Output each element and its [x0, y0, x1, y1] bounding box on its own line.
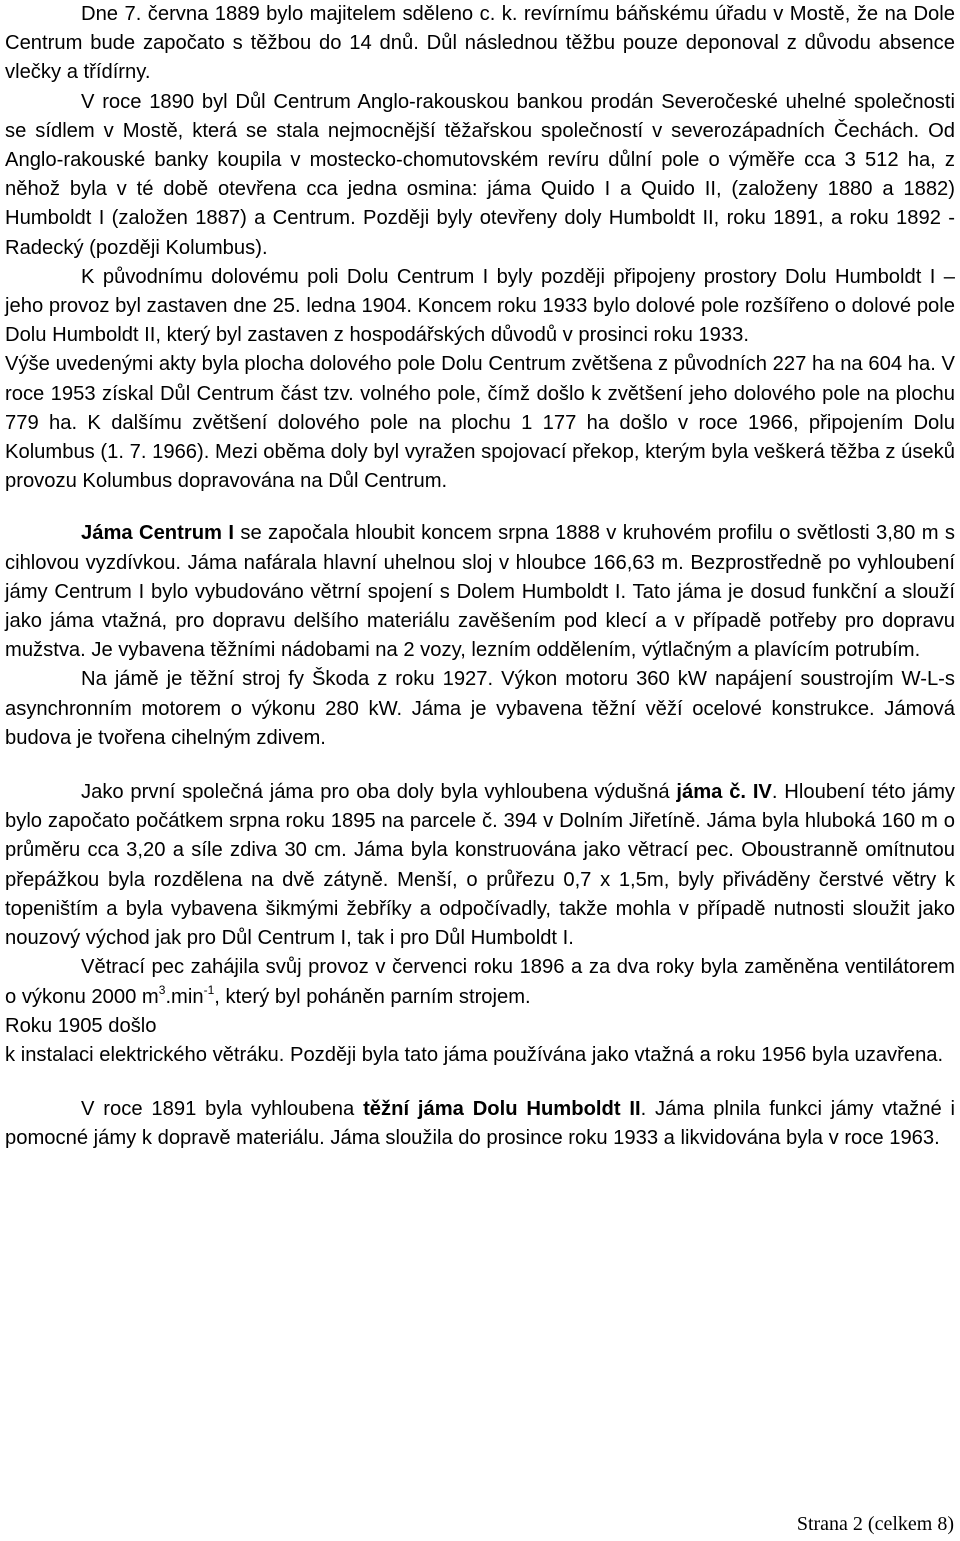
paragraph-shaft-centrum-i — [5, 519, 955, 665]
document-page — [5, 0, 955, 1154]
superscript-minus-one: -1 — [203, 982, 215, 997]
paragraph-humboldt-merge: K původnímu dolovému poli Dolu Centrum I byly později připojeny prostory Dolu Humboldt I – jeho provoz byl zastaven dne 25. ledna 1904. Koncem roku 1933 bylo dolové pole rozšířeno o dolové pole Dolu Humboldt II, který byl zastaven z hospodářských důvodů v prosinci roku 1933. — [5, 265, 955, 347]
humboldt-ii-intro: V roce 1891 byla vyhloubena — [81, 1098, 364, 1121]
paragraph-field-expansion: Výše uvedenými akty byla plocha dolového pole Dolu Centrum zvětšena z původních 227 ha na 604 ha. V roce 1953 získal Důl Centrum část tzv. volného pole, čímž došlo k zvětšení jeho dolového pole na plochu 779 ha. K dalšímu zvětšení dolového pole na plochu 1 177 ha došlo v roce 1966, připojením Dolu Kolumbus (1. 7. 1966). Mezi oběma doly byl vyražen spojovací překop, kterým byla veškerá těžba z úseků provozu Kolumbus dopravována na Důl Centrum. — [5, 353, 955, 493]
shaft-centrum-i-heading: Jáma Centrum I — [81, 522, 234, 545]
paragraph-mining-start: Dne 7. června 1889 bylo majitelem sděleno c. k. revírnímu báňskému úřadu v Mostě, že na Dole Centrum bude započato s těžbou do 14 dnů. Důl následnou těžbu pouze deponoval z důvodu absence vlečky a třídírny. — [5, 3, 955, 84]
ventilation-text-a: Větrací pec zahájila svůj provoz v červenci roku 1896 a za dva roky byla zaměněna ventilátorem o výkonu 2000 m — [5, 956, 955, 1008]
paragraph-humboldt-ii — [5, 1095, 955, 1153]
humboldt-ii-heading: těžní jáma Dolu Humboldt II — [363, 1098, 641, 1121]
ventilation-text-c: , který byl poháněn parním strojem. — [214, 985, 531, 1008]
shaft-iv-text: . Hloubení této jámy bylo započato počátkem srpna roku 1895 na parcele č. 394 v Dolním Jiřetíně. Jáma byla hluboká 160 m o průměru cca 3,20 a síle zdiva 30 cm. Jáma byla konstruována jako větrací pec. Oboustranně omítnutou přepážkou byla rozdělena na dvě zátyně. Menší, o průřezu 0,7 x 1,5m, byly přiváděny čerstvé větry k topeništím a byla vybavena šikmými žebříky a odpočívadly, takže mohla v případě nutnosti sloužit jako nouzový východ jak pro Důl Centrum I, tak i pro Důl Humboldt I. — [5, 781, 955, 950]
paragraph-shaft-iv — [5, 778, 955, 953]
shaft-centrum-i-text: se započala hloubit koncem srpna 1888 v kruhovém profilu o světlosti 3,80 m s cihlovou vyzdívkou. Jáma nafárala hlavní uhelnou sloj v hloubce 166,63 m. Bezprostředně po vyhloubení jámy Centrum I bylo vybudováno větrní spojení s Dolem Humboldt I. Tato jáma je dosud funkční a slouží jako jáma vtažná, pro dopravu delšího materiálu zavěšením pod klecí a v případě potřeby pro dopravu mužstva. Je vybavena těžními nádobami na 2 vozy, lezním oddělením, výtlačným a plavícím potrubím. — [5, 522, 955, 662]
page-number: Strana 2 (celkem 8) — [796, 1513, 954, 1535]
paragraph-hoist-machine: Na jámě je těžní stroj fy Škoda z roku 1927. Výkon motoru 360 kW napájení soustrojím W-L-s asynchronním motorem o výkonu 280 kW. Jáma je vybavena těžní věží ocelové konstrukce. Jámová budova je tvořena cihelným zdivem. — [5, 668, 955, 749]
shaft-iv-heading: jáma č. IV — [676, 781, 772, 804]
ventilation-line-install: k instalaci elektrického větráku. Později byla tato jáma používána jako vtažná a roku 1956 byla uzavřena. — [5, 1043, 944, 1066]
superscript-cubed: 3 — [158, 982, 166, 997]
paragraph-sale-1890: V roce 1890 byl Důl Centrum Anglo-rakouskou bankou prodán Severočeské uhelné společnosti se sídlem v Mostě, která se stala nejmocnější těžařskou společností v severozápadních Čechách. Od Anglo-rakouské banky koupila v mostecko-chomutovském revíru důlní pole o výměře cca 3 512 ha, z něhož byla v té době otevřena cca jedna osmina: jáma Quido I a Quido II, (založeny 1880 a 1882) Humboldt I (založen 1887) a Centrum. Později byly otevřeny doly Humboldt II, roku 1891, a roku 1892 - Radecký (později Kolumbus). — [5, 90, 955, 259]
humboldt-ii-text: . Jáma plnila funkci jámy vtažné i pomocné jámy k dopravě materiálu. Jáma sloužila do prosince roku 1933 a likvidována byla v roce 1963. — [5, 1098, 955, 1150]
paragraph-ventilation — [5, 953, 955, 1070]
shaft-iv-intro: Jako první společná jáma pro oba doly byla vyhloubena výdušná — [81, 781, 677, 804]
ventilation-text-b: .min — [165, 985, 204, 1008]
ventilation-line-1905: Roku 1905 došlo — [5, 1014, 157, 1037]
